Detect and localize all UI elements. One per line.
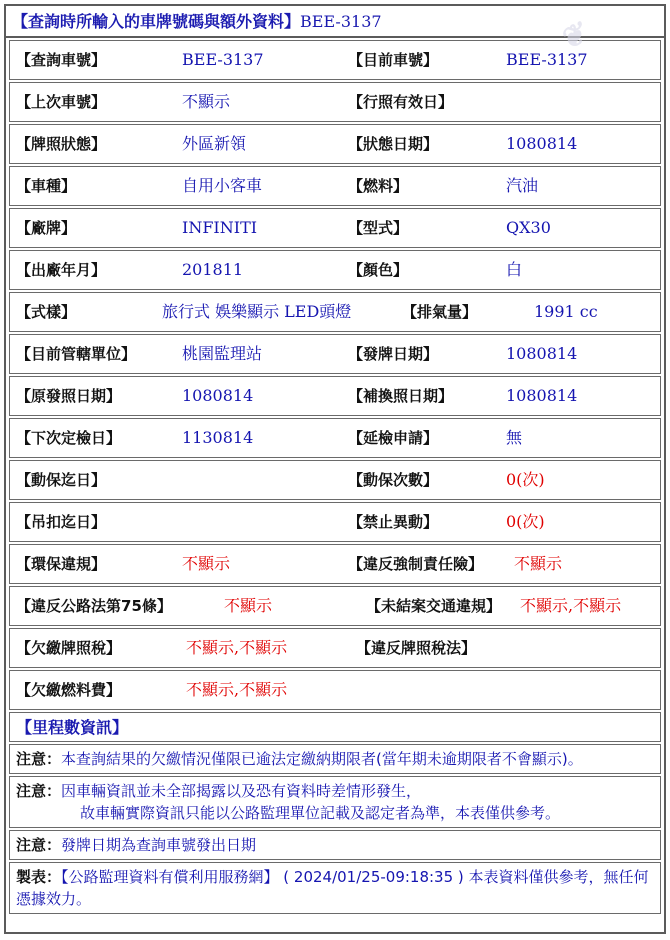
info-row: [9, 670, 661, 710]
note-issue-date-text: 發牌日期為查詢車號發出日期: [61, 836, 257, 854]
info-row: [9, 40, 661, 80]
field-label: 【原發照日期】: [16, 387, 122, 405]
field-value: 無: [506, 428, 523, 447]
info-row: [9, 544, 661, 584]
field-value: 不顯示,不顯示: [186, 638, 288, 657]
info-row: [9, 628, 661, 668]
field-label: 【動保次數】: [348, 471, 439, 489]
report-footer: [9, 862, 661, 914]
field-value: 不顯示,不顯示: [186, 680, 288, 699]
info-row: [9, 586, 661, 626]
vehicle-report: [4, 4, 666, 934]
field-value: 白: [506, 260, 523, 279]
field-label: 【出廠年月】: [16, 261, 107, 279]
field-value: 0(次): [506, 512, 545, 531]
field-label: 【燃料】: [348, 177, 409, 195]
field-label: 【型式】: [348, 219, 409, 237]
header-title: 【查詢時所輸入的車牌號碼與額外資料】: [12, 12, 301, 31]
field-value: 旅行式 娛樂顯示 LED頭燈: [162, 302, 352, 321]
field-value: 1991 cc: [534, 302, 598, 321]
field-label: 【目前車號】: [348, 51, 439, 69]
field-value: 自用小客車: [182, 176, 263, 195]
field-label: 【式樣】: [16, 303, 77, 321]
field-value: 汽油: [506, 176, 539, 195]
note-tag: 注意：: [16, 750, 62, 768]
info-row: [9, 250, 661, 290]
note-disclaimer: [9, 776, 661, 828]
field-label: 【補換照日期】: [348, 387, 454, 405]
field-value: 0(次): [506, 470, 545, 489]
field-label: 【查詢車號】: [16, 51, 107, 69]
watermark: ❦: [553, 16, 592, 59]
report-header: [6, 6, 664, 38]
field-label: 【發牌日期】: [348, 345, 439, 363]
info-row: [9, 292, 661, 332]
field-value: 外區新領: [182, 134, 247, 153]
field-label: 【動保迄日】: [16, 471, 107, 489]
info-row: [9, 460, 661, 500]
field-label: 【車種】: [16, 177, 77, 195]
field-value: 1080814: [182, 386, 254, 405]
field-label: 【違反公路法第75條】: [16, 597, 172, 615]
field-value: BEE-3137: [506, 50, 588, 69]
info-row: [9, 166, 661, 206]
field-label: 【顏色】: [348, 261, 409, 279]
field-label: 【延檢申請】: [348, 429, 439, 447]
field-label: 【排氣量】: [402, 303, 478, 321]
field-value: 不顯示: [224, 596, 273, 615]
field-label: 【違反牌照稅法】: [356, 639, 477, 657]
field-label: 【違反強制責任險】: [348, 555, 484, 573]
note-arrears-text: 本查詢結果的欠繳情況僅限已逾法定繳納期限者(當年期未逾期限者不會顯示)。: [61, 750, 583, 768]
footer-tag: 製表：: [16, 868, 62, 886]
note-disclaimer-line1: 因車輛資訊並未全部揭露以及恐有資料時差情形發生，: [61, 782, 422, 800]
note-tag: 注意：: [16, 836, 62, 854]
info-row: [9, 418, 661, 458]
field-label: 【下次定檢日】: [16, 429, 122, 447]
field-value: 1080814: [506, 386, 578, 405]
field-value: 不顯示: [182, 92, 231, 111]
mileage-section-title: 【里程數資訊】: [9, 712, 661, 742]
info-row: [9, 334, 661, 374]
field-value: 桃園監理站: [182, 344, 263, 363]
note-disclaimer-line2: 故車輛實際資訊只能以公路監理單位記載及認定者為準，本表僅供參考。: [80, 804, 561, 822]
header-plate: BEE-3137: [300, 12, 382, 31]
field-value: 不顯示: [182, 554, 231, 573]
note-arrears: [9, 744, 661, 774]
info-row: [9, 502, 661, 542]
note-issue-date: [9, 830, 661, 860]
field-label: 【狀態日期】: [348, 135, 439, 153]
field-value: QX30: [506, 218, 551, 237]
field-label: 【行照有效日】: [348, 93, 454, 111]
info-row: [9, 376, 661, 416]
field-value: INFINITI: [182, 218, 258, 237]
field-label: 【欠繳燃料費】: [16, 681, 122, 699]
note-tag: 注意：: [16, 782, 62, 800]
field-value: BEE-3137: [182, 50, 264, 69]
field-value: 1130814: [182, 428, 254, 447]
info-row: [9, 82, 661, 122]
field-value: 1080814: [506, 134, 578, 153]
info-rows: [6, 40, 664, 710]
field-label: 【吊扣迄日】: [16, 513, 107, 531]
field-value: 201811: [182, 260, 244, 279]
field-value: 1080814: [506, 344, 578, 363]
info-row: [9, 208, 661, 248]
field-label: 【禁止異動】: [348, 513, 439, 531]
field-label: 【上次車號】: [16, 93, 107, 111]
field-value: 不顯示: [514, 554, 563, 573]
field-label: 【欠繳牌照稅】: [16, 639, 122, 657]
field-label: 【廠牌】: [16, 219, 77, 237]
field-label: 【未結案交通違規】: [366, 597, 502, 615]
field-value: 不顯示,不顯示: [520, 596, 622, 615]
field-label: 【牌照狀態】: [16, 135, 107, 153]
field-label: 【環保違規】: [16, 555, 107, 573]
info-row: [9, 124, 661, 164]
field-label: 【目前管轄單位】: [16, 345, 137, 363]
footer-text: 【公路監理資料有償利用服務網】 ( 2024/01/25-09:18:35 ) 本表資料僅供參考，無任何憑據效力。: [16, 868, 649, 908]
